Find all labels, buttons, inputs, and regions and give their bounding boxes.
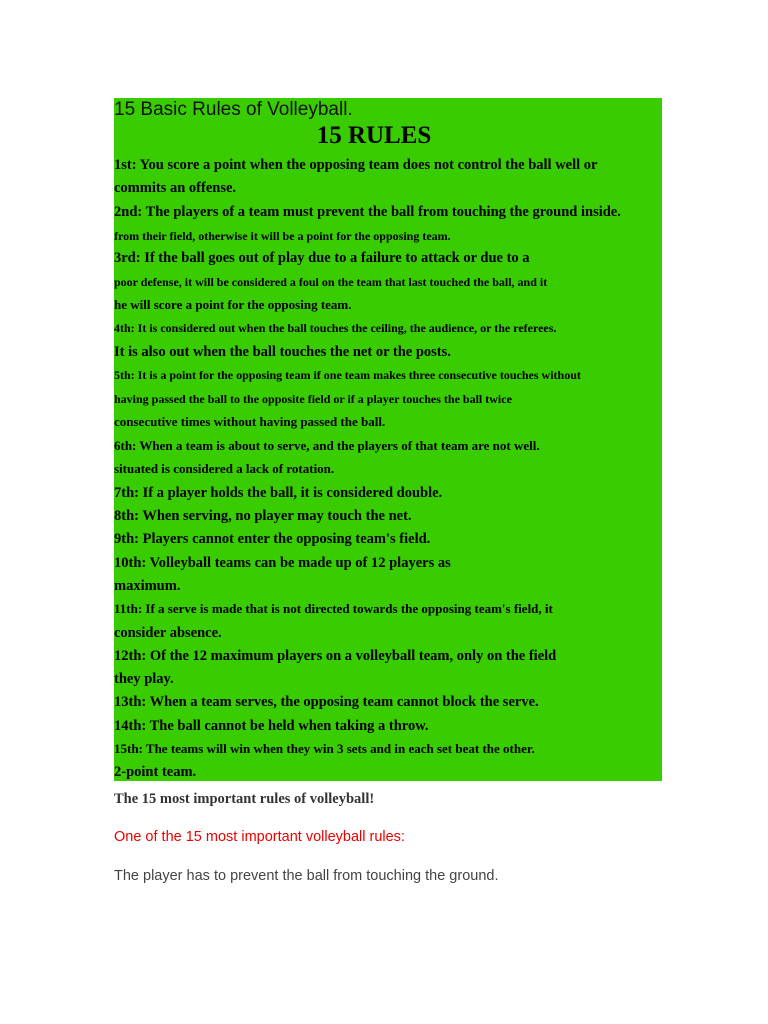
red-subheading: One of the 15 most important volleyball rules: bbox=[114, 829, 405, 845]
rule-line: 11th: If a serve is made that is not directed towards the opposing team's field, it bbox=[114, 601, 553, 616]
rule-line: 7th: If a player holds the ball, it is considered double. bbox=[114, 485, 443, 501]
rule-line: 9th: Players cannot enter the opposing team's field. bbox=[114, 531, 431, 547]
rule-line: consider absence. bbox=[114, 625, 222, 641]
rule-line: 10th: Volleyball teams can be made up of 12 players as bbox=[114, 555, 451, 571]
rule-line: 12th: Of the 12 maximum players on a volleyball team, only on the field bbox=[114, 648, 557, 664]
rule-line: they play. bbox=[114, 671, 174, 687]
rule-line: having passed the ball to the opposite field or if a player touches the ball twice bbox=[114, 392, 512, 406]
rule-line: consecutive times without having passed the ball. bbox=[114, 414, 386, 429]
rule-line: 2-point team. bbox=[114, 764, 197, 780]
rule-line: 4th: It is considered out when the ball touches the ceiling, the audience, or the referees. bbox=[114, 321, 557, 335]
rules-caption: The 15 most important rules of volleyball! bbox=[114, 791, 375, 807]
rule-line: 5th: It is a point for the opposing team if one team makes three consecutive touches without bbox=[114, 368, 581, 382]
rule-line: he will score a point for the opposing team. bbox=[114, 297, 352, 312]
rule-line: commits an offense. bbox=[114, 180, 237, 196]
rule-line: from their field, otherwise it will be a point for the opposing team. bbox=[114, 229, 451, 243]
rule-line: poor defense, it will be considered a foul on the team that last touched the ball, and it bbox=[114, 275, 548, 289]
rule-line: 15th: The teams will win when they win 3 sets and in each set beat the other. bbox=[114, 741, 535, 756]
rule-line: 3rd: If the ball goes out of play due to a failure to attack or due to a bbox=[114, 250, 530, 266]
rule-line: 6th: When a team is about to serve, and the players of that team are not well. bbox=[114, 438, 540, 453]
rule-line: situated is considered a lack of rotation. bbox=[114, 461, 335, 476]
rule-line: 2nd: The players of a team must prevent the ball from touching the ground inside. bbox=[114, 204, 621, 220]
body-text: The player has to prevent the ball from touching the ground. bbox=[114, 868, 499, 884]
rule-line: It is also out when the ball touches the net or the posts. bbox=[114, 344, 451, 360]
rule-line: maximum. bbox=[114, 578, 181, 594]
rule-line: 14th: The ball cannot be held when taking a throw. bbox=[114, 718, 429, 734]
rules-heading: 15 RULES bbox=[316, 122, 432, 149]
rule-line: 13th: When a team serves, the opposing team cannot block the serve. bbox=[114, 694, 539, 710]
document-title: 15 Basic Rules of Volleyball. bbox=[114, 99, 353, 120]
rule-line: 1st: You score a point when the opposing team does not control the ball well or bbox=[114, 157, 598, 173]
rule-line: 8th: When serving, no player may touch the net. bbox=[114, 508, 412, 524]
